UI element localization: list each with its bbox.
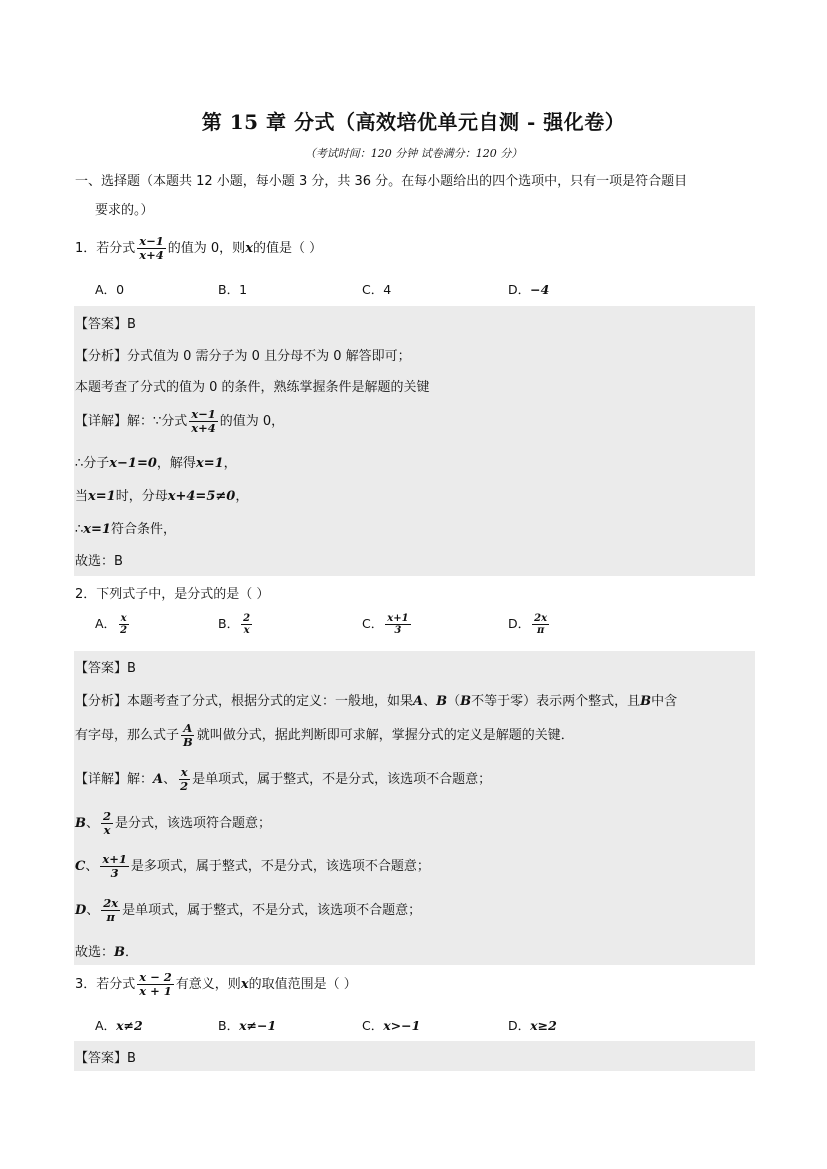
question-3-fraction: $\frac{x - 2}{x + 1}$ [139, 970, 172, 998]
q2-answer: 【答案】B [75, 661, 136, 676]
q1-detail: 【详解】解：∵分式 $\frac{x-1}{x+4}$ 的值为 0， [75, 407, 285, 435]
q3-option-c[interactable]: C．x>−1 [362, 1018, 421, 1033]
q1-analysis: 【分析】分式值为 0 需分子为 0 且分母不为 0 解答即可； [75, 349, 411, 364]
q1-option-d[interactable]: D．−4 [508, 282, 550, 297]
page-title: 第 15 章 分式（高效培优单元自测 - 强化卷） [201, 110, 626, 134]
section-heading-line1: 一、选择题（本题共 12 小题，每小题 3 分，共 36 分。在每小题给出的四个选项中，只有一项是符合题目 [75, 174, 688, 189]
q2-analysis-fraction: $\frac{A}{B}$ [183, 721, 193, 749]
q3-option-a[interactable]: A．x≠2 [95, 1018, 143, 1033]
q2-option-c[interactable]: C． $\frac{x+1}{3}$ [362, 613, 409, 636]
q2-choose: 故选：B． [75, 945, 139, 960]
q1-choose: 故选：B [75, 554, 123, 569]
q2-option-d[interactable]: D． $\frac{2x}{\pi}$ [508, 613, 548, 636]
q1-option-a[interactable]: A．0 [95, 282, 125, 297]
q1-answer: 【答案】B [75, 317, 136, 332]
q1-option-b[interactable]: B．1 [218, 282, 248, 297]
q1-option-c[interactable]: C．4 [362, 282, 392, 297]
q2-detail-b: B、 $\frac{2}{x}$ 是分式，该选项符合题意； [75, 809, 272, 837]
q1-detail-fraction: $\frac{x-1}{x+4}$ [191, 407, 216, 435]
section-heading [75, 167, 755, 225]
q3-solution-box [74, 1041, 755, 1071]
section-heading-line2: 要求的。） [95, 203, 154, 218]
q3-option-b[interactable]: B．x≠−1 [218, 1018, 277, 1033]
q2-analysis-2: 有字母，那么式子 $\frac{A}{B}$ 就叫做分式，据此判断即可求解，掌握分式的定义是解题的关键． [75, 721, 574, 749]
question-1-options [95, 280, 735, 298]
q1-step-2: 当x=1时，分母x+4=5≠0， [75, 489, 249, 504]
question-1-suffix: 的值为 0，则 [167, 241, 246, 256]
question-1-fraction [137, 235, 166, 262]
q2-detail-d: D、 $\frac{2x}{\pi}$ 是单项式，属于整式，不是分式，该选项不合题意； [75, 896, 422, 924]
fraction-numerator: x−1 [139, 234, 164, 248]
q2-option-b[interactable]: B． $\frac{2}{x}$ [218, 613, 251, 636]
question-1-variable: x [245, 241, 253, 256]
q2-detail-a: 【详解】解：A、 $\frac{x}{2}$ 是单项式，属于整式，不是分式，该选项不合题意； [75, 765, 492, 793]
question-2: 2．下列式子中，是分式的是（ ） [75, 587, 270, 602]
q3-answer: 【答案】B [75, 1051, 136, 1066]
q1-step-1: ∴分子x−1=0，解得x=1， [75, 456, 237, 471]
page-subtitle: （考试时间：120 分钟 试卷满分：120 分） [304, 147, 523, 160]
q2-detail-c: C、 $\frac{x+1}{3}$ 是多项式，属于整式，不是分式，该选项不合题意； [75, 852, 430, 880]
question-1-suffix2: 的值是（ ） [252, 241, 323, 256]
question-1-prefix: 1．若分式 [75, 241, 136, 256]
fraction-denominator: x+4 [139, 248, 164, 262]
q3-option-d[interactable]: D．x≥2 [508, 1018, 557, 1033]
question-3: 3．若分式 $\frac{x - 2}{x + 1}$ 有意义，则x的取值范围是（ ） [75, 970, 357, 998]
q1-analysis-2: 本题考查了分式的值为 0 的条件，熟练掌握条件是解题的关键 [75, 380, 430, 395]
question-1 [75, 235, 322, 262]
q2-analysis: 【分析】本题考查了分式，根据分式的定义：一般地，如果A、B（B不等于零）表示两个整式，且B中含 [75, 694, 678, 709]
q1-step-3: ∴x=1符合条件， [75, 522, 176, 537]
question-2-options [95, 613, 735, 649]
question-3-options [95, 1016, 735, 1034]
q2-option-a[interactable]: A． $\frac{x}{2}$ [95, 613, 128, 636]
